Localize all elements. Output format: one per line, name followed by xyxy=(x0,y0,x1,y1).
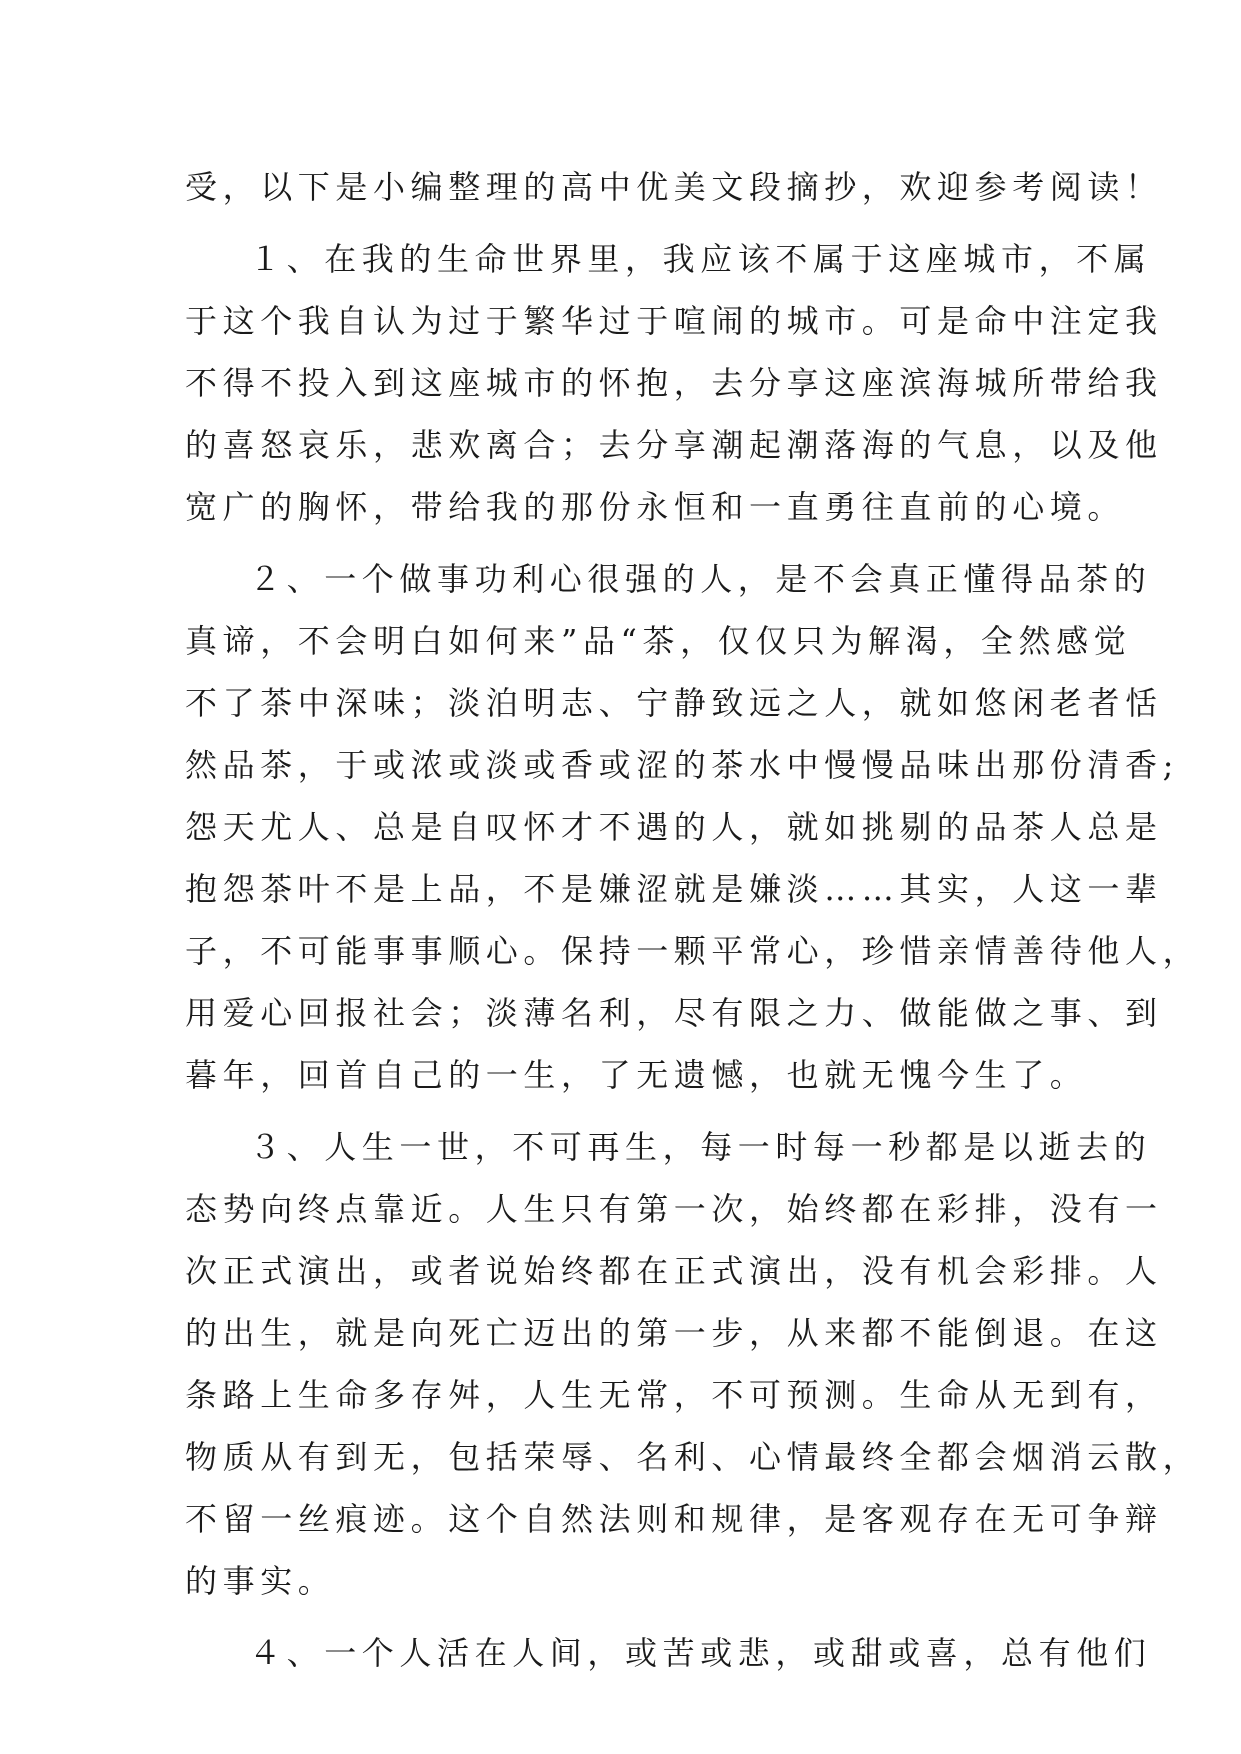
text-line: 宽广的胸怀，带给我的那份永恒和一直勇往直前的心境。 xyxy=(185,488,1126,526)
text-line: 不了茶中深味；淡泊明志、宁静致远之人，就如悠闲老者恬 xyxy=(185,684,1163,722)
text-line: 条路上生命多存舛，人生无常，不可预测。生命从无到有， xyxy=(185,1376,1163,1414)
text-line: １、在我的生命世界里，我应该不属于这座城市，不属 xyxy=(249,240,1152,278)
text-line: 不得不投入到这座城市的怀抱，去分享这座滨海城所带给我 xyxy=(185,364,1163,402)
paragraph-3 xyxy=(185,1116,1201,1612)
text-line: 物质从有到无，包括荣辱、名利、心情最终全都会烟消云散， xyxy=(185,1438,1201,1476)
intro-paragraph xyxy=(185,156,1163,218)
text-line: 不留一丝痕迹。这个自然法则和规律，是客观存在无可争辩 xyxy=(185,1500,1163,1538)
text-line: 于这个我自认为过于繁华过于喧闹的城市。可是命中注定我 xyxy=(185,302,1163,340)
text-line: 抱怨茶叶不是上品，不是嫌涩就是嫌淡……其实，人这一辈 xyxy=(185,870,1163,908)
text-line: 真谛，不会明白如何来”品“茶，仅仅只为解渴，全然感觉 xyxy=(185,622,1132,660)
document-body xyxy=(185,156,1201,1684)
paragraph-2 xyxy=(185,548,1201,1106)
text-line: 然品茶，于或浓或淡或香或涩的茶水中慢慢品味出那份清香; xyxy=(185,746,1179,784)
text-line: ３、人生一世，不可再生，每一时每一秒都是以逝去的 xyxy=(249,1128,1152,1166)
text-line: 的出生，就是向死亡迈出的第一步，从来都不能倒退。在这 xyxy=(185,1314,1163,1352)
text-line: 怨天尤人、总是自叹怀才不遇的人，就如挑剔的品茶人总是 xyxy=(185,808,1163,846)
text-line: 态势向终点靠近。人生只有第一次，始终都在彩排，没有一 xyxy=(185,1190,1163,1228)
paragraph-1 xyxy=(185,228,1163,538)
text-line: ４、一个人活在人间，或苦或悲，或甜或喜，总有他们 xyxy=(249,1634,1152,1672)
text-line: 用爱心回报社会；淡薄名利，尽有限之力、做能做之事、到 xyxy=(185,994,1163,1032)
text-line: 次正式演出，或者说始终都在正式演出，没有机会彩排。人 xyxy=(185,1252,1163,1290)
text-line: 的事实。 xyxy=(185,1562,336,1600)
text-line: ２、一个做事功利心很强的人，是不会真正懂得品茶的 xyxy=(249,560,1152,598)
text-line: 受，以下是小编整理的高中优美文段摘抄，欢迎参考阅读！ xyxy=(185,168,1163,206)
text-line: 子，不可能事事顺心。保持一颗平常心，珍惜亲情善待他人， xyxy=(185,932,1201,970)
text-line: 暮年，回首自己的一生，了无遗憾，也就无愧今生了。 xyxy=(185,1056,1088,1094)
text-line: 的喜怒哀乐，悲欢离合；去分享潮起潮落海的气息，以及他 xyxy=(185,426,1163,464)
paragraph-4 xyxy=(185,1622,1152,1684)
